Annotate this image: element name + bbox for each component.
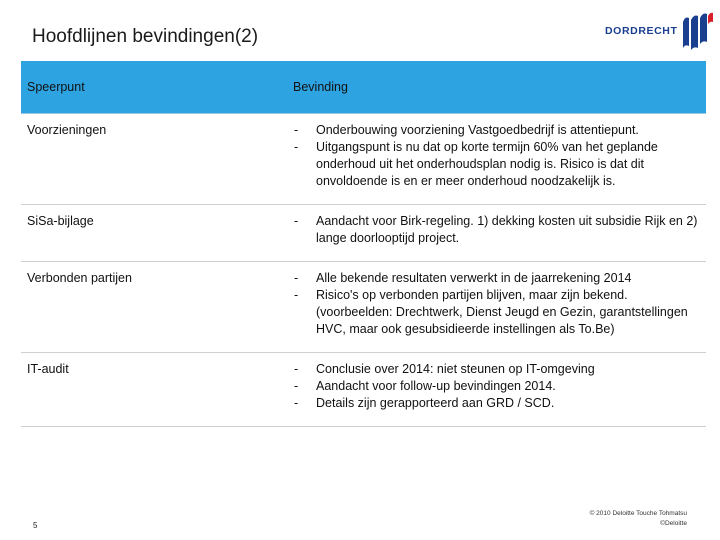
logo-text: DORDRECHT xyxy=(605,25,678,37)
bevinding-item: - Alle bekende resultaten verwerkt in de jaarrekening 2014 xyxy=(293,270,700,287)
speerpunt-cell: IT-audit xyxy=(21,353,287,427)
page-title: Hoofdlijnen bevindingen(2) xyxy=(32,26,259,47)
copyright-notice xyxy=(590,509,687,529)
speerpunt-cell: Verbonden partijen xyxy=(21,262,287,353)
bevinding-item: - Aandacht voor Birk-regeling. 1) dekking kosten uit subsidie Rijk en 2) lange doorlooptijd project. xyxy=(293,213,700,247)
bevinding-item: - Uitgangspunt is nu dat op korte termijn 60% van het geplande onderhoud uit het onderhoudsplan nodig is. Risico is dat dit onvoldoende is en er meer onderhoud noodzakelijk is. xyxy=(293,139,700,190)
table-row xyxy=(21,205,706,262)
table-header-row xyxy=(21,61,706,114)
bevinding-item: - Onderbouwing voorziening Vastgoedbedrijf is attentiepunt. xyxy=(293,122,700,139)
page-number: 5 xyxy=(33,521,38,530)
flag-emblem-icon xyxy=(679,12,715,52)
findings-table xyxy=(21,61,706,427)
bevinding-cell xyxy=(287,205,706,262)
bevinding-cell xyxy=(287,262,706,353)
speerpunt-cell: Voorzieningen xyxy=(21,114,287,205)
bevinding-cell xyxy=(287,353,706,427)
copyright-line: ©Deloitte xyxy=(660,520,687,527)
copyright-line: © 2010 Deloitte Touche Tohmatsu xyxy=(589,510,687,517)
bevinding-item: - Risico's op verbonden partijen blijven, maar zijn bekend. (voorbeelden: Drechtwerk, Dienst Jeugd en Gezin, garantstellingen HVC, maar ook gesubsidieerde instellingen als To.Be) xyxy=(293,287,700,338)
dordrecht-logo xyxy=(605,12,715,54)
table-row xyxy=(21,114,706,205)
bevinding-item: - Details zijn gerapporteerd aan GRD / SCD. xyxy=(293,395,700,412)
bevinding-item: - Aandacht voor follow-up bevindingen 2014. xyxy=(293,378,700,395)
table-row xyxy=(21,262,706,353)
bevinding-cell xyxy=(287,114,706,205)
header-bevinding: Bevinding xyxy=(287,61,706,114)
header-speerpunt: Speerpunt xyxy=(21,61,287,114)
table-row xyxy=(21,353,706,427)
speerpunt-cell: SiSa-bijlage xyxy=(21,205,287,262)
bevinding-item: - Conclusie over 2014: niet steunen op IT-omgeving xyxy=(293,361,700,378)
